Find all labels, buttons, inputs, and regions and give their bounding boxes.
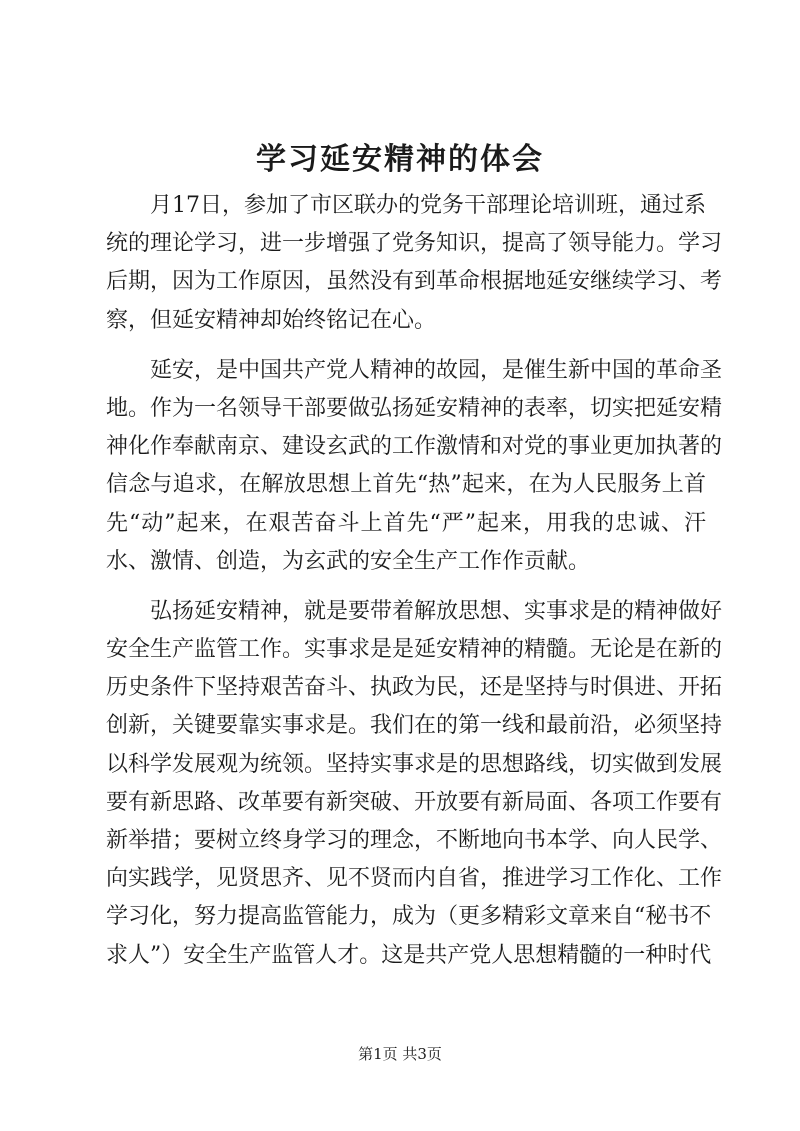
- paragraph-line: 以科学发展观为统领。坚持实事求是的思想路线，切实做到发展: [106, 751, 723, 777]
- paragraph-line: 求人”）安全生产监管人才。这是共产党人思想精髓的一种时代: [106, 942, 712, 968]
- paragraph-line: 水、激情、创造，为玄武的安全生产工作作贡献。: [106, 548, 591, 574]
- paragraph-1: [106, 187, 723, 340]
- paragraph-line: 神化作奉献南京、建设玄武的工作激情和对党的事业更加执著的: [106, 434, 723, 460]
- paragraph-line: 统的理论学习，进一步增强了党务知识，提高了领导能力。学习: [106, 231, 723, 257]
- paragraph-gap: [106, 340, 706, 352]
- page-number-footer: 第1页 共3页: [358, 1045, 442, 1063]
- paragraph-line: 创新，关键要靠实事求是。我们在的第一线和最前沿，必须坚持: [106, 713, 723, 739]
- document-body: [106, 187, 723, 975]
- paragraph-2: [106, 352, 723, 581]
- paragraph-line: 历史条件下坚持艰苦奋斗、执政为民，还是坚持与时俱进、开拓: [106, 675, 723, 701]
- paragraph-line: 月17日，参加了市区联办的党务干部理论培训班，通过系: [150, 193, 706, 218]
- paragraph-line: 向实践学，见贤思齐、见不贤而内自省，推进学习工作化、工作: [106, 866, 723, 892]
- paragraph-line: 先“动”起来，在艰苦奋斗上首先“严”起来，用我的忠诚、汗: [106, 510, 706, 536]
- paragraph-gap: [106, 581, 706, 593]
- paragraph-line: 信念与追求，在解放思想上首先“热”起来，在为人民服务上首: [106, 472, 706, 498]
- paragraph-line: 新举措；要树立终身学习的理念，不断地向书本学、向人民学、: [106, 828, 723, 853]
- paragraph-line: 弘扬延安精神，就是要带着解放思想、实事求是的精神做好: [150, 598, 723, 624]
- paragraph-line: 要有新思路、改革要有新突破、开放要有新局面、各项工作要有: [106, 789, 723, 815]
- paragraph-line: 地。作为一名领导干部要做弘扬延安精神的表率，切实把延安精: [106, 395, 723, 421]
- paragraph-line: 学习化，努力提高监管能力，成为（更多精彩文章来自“秘书不: [106, 904, 712, 930]
- paragraph-line: 后期，因为工作原因，虽然没有到革命根据地延安继续学习、考: [106, 269, 723, 295]
- document-title: 学习延安精神的体会: [256, 142, 544, 177]
- paragraph-line: 安全生产监管工作。实事求是是延安精神的精髓。无论是在新的: [106, 637, 723, 663]
- paragraph-line: 察，但延安精神却始终铭记在心。: [106, 307, 437, 333]
- paragraph-3: [106, 593, 723, 975]
- paragraph-line: 延安，是中国共产党人精神的故园，是催生新中国的革命圣: [150, 357, 723, 383]
